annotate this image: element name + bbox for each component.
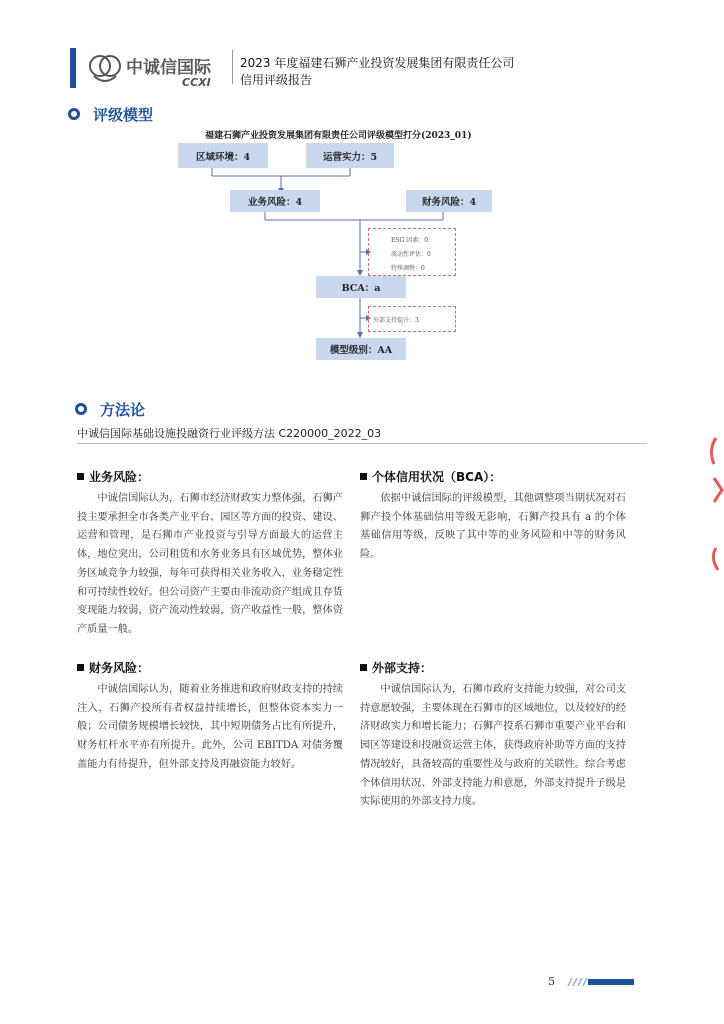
square-bullet-icon [77,473,84,480]
financial-risk-heading [77,659,149,676]
square-bullet-icon [360,473,367,480]
bca-box: BCA：a [316,276,406,298]
liquidity-assessment-label: 流动性评估：0 [391,251,431,258]
methodology-heading: 方法论 [100,401,146,419]
bca-title: 个体信用状况（BCA）： [372,470,502,484]
external-support-body: 中诚信国际认为，石狮市政府支持能力较强，对公司支持意愿较强，主要体现在石狮市的区域地位，以及较好的经济财政实力和增长能力；石狮产投系石狮市重要产业平台和园区等建设和投融资运营主体，获得政府补助等方面的支持情况较好，具备较高的重要性及与政府的关联性。综合考虑个体信用状况、外部支持能力和意愿，外部支持提升子级是实际使用的外部支持力度。 [360,684,626,808]
regional-environment-box: 区域环境：4 [178,143,268,168]
business-risk-body: 中诚信国际认为，石狮市经济财政实力整体强，石狮产投主要承担全市各类产业平台、园区等方面的投资、建设、运营和管理，是石狮市产业投资与引导方面最大的运营主体，地位突出，公司租赁和水务业务具有区域优势，整体业务区域竞争力较强，每年可获得相关业务收入，业务稳定性和可持续性较好。但公司资产主要由非流动资产组成且存货变现能力较弱，资产流动性较弱，资产收益性一般，整体资产质量一般。 [77,493,343,635]
logo-en-text: CCXI [182,76,211,88]
report-subtitle: 信用评级报告 [240,73,313,87]
rating-model-heading: 评级模型 [93,106,154,124]
report-title: 2023 年度福建石狮产业投资发展集团有限责任公司 [240,56,515,70]
financial-risk-body: 中诚信国际认为，随着业务推进和政府财政支持的持续注入，石狮产投所有者权益持续增长，但整体资本实力一般；公司债务规模增长较快，其中短期债务占比有所提升，财务杠杆水平亦有所提升。此外，公司 EBITDA 对债务覆盖能力有待提升，但外部支持及再融资能力较好。 [77,684,343,770]
logo-cn-text: 中诚信国际 [126,58,211,78]
methodology-text: 中诚信国际基础设施投融资行业评级方法 C220000_2022_03 [77,427,382,440]
special-adjustment-label: 特殊调整：0 [391,265,425,272]
financial-risk-title: 财务风险： [89,661,150,675]
external-support-uplift-label: 外部支持提升：3 [373,317,419,324]
bca-heading [360,468,501,485]
footer-accent-bar [588,979,634,985]
square-bullet-icon [77,664,84,671]
methodology-divider [77,443,647,444]
section-bullet-icon [75,403,87,415]
external-support-heading [360,659,432,676]
business-risk-heading [77,468,149,485]
esg-factor-label: ESG 因素：0 [391,237,429,244]
business-risk-box: 业务风险：4 [230,190,320,212]
other-adjustments-box [368,228,456,276]
model-grade-box: 模型级别：AA [316,338,406,360]
seal-stamp-fragment [706,430,724,580]
diagram-title: 福建石狮产业投资发展集团有限责任公司评级模型打分(2023_01) [205,131,472,141]
external-support-uplift-box [368,306,456,332]
bca-body: 依据中诚信国际的评级模型，其他调整项当期状况对石狮产投个体基础信用等级无影响，石狮产投具有 a 的个体基础信用等级，反映了其中等的业务风险和中等的财务风险。 [360,493,626,561]
footer-stripes [566,978,588,986]
square-bullet-icon [360,664,367,671]
page-number: 5 [548,975,555,988]
operating-strength-box: 运营实力：5 [306,143,394,168]
external-support-title: 外部支持： [372,661,433,675]
business-risk-title: 业务风险： [89,470,150,484]
financial-risk-box: 财务风险：4 [406,190,492,212]
